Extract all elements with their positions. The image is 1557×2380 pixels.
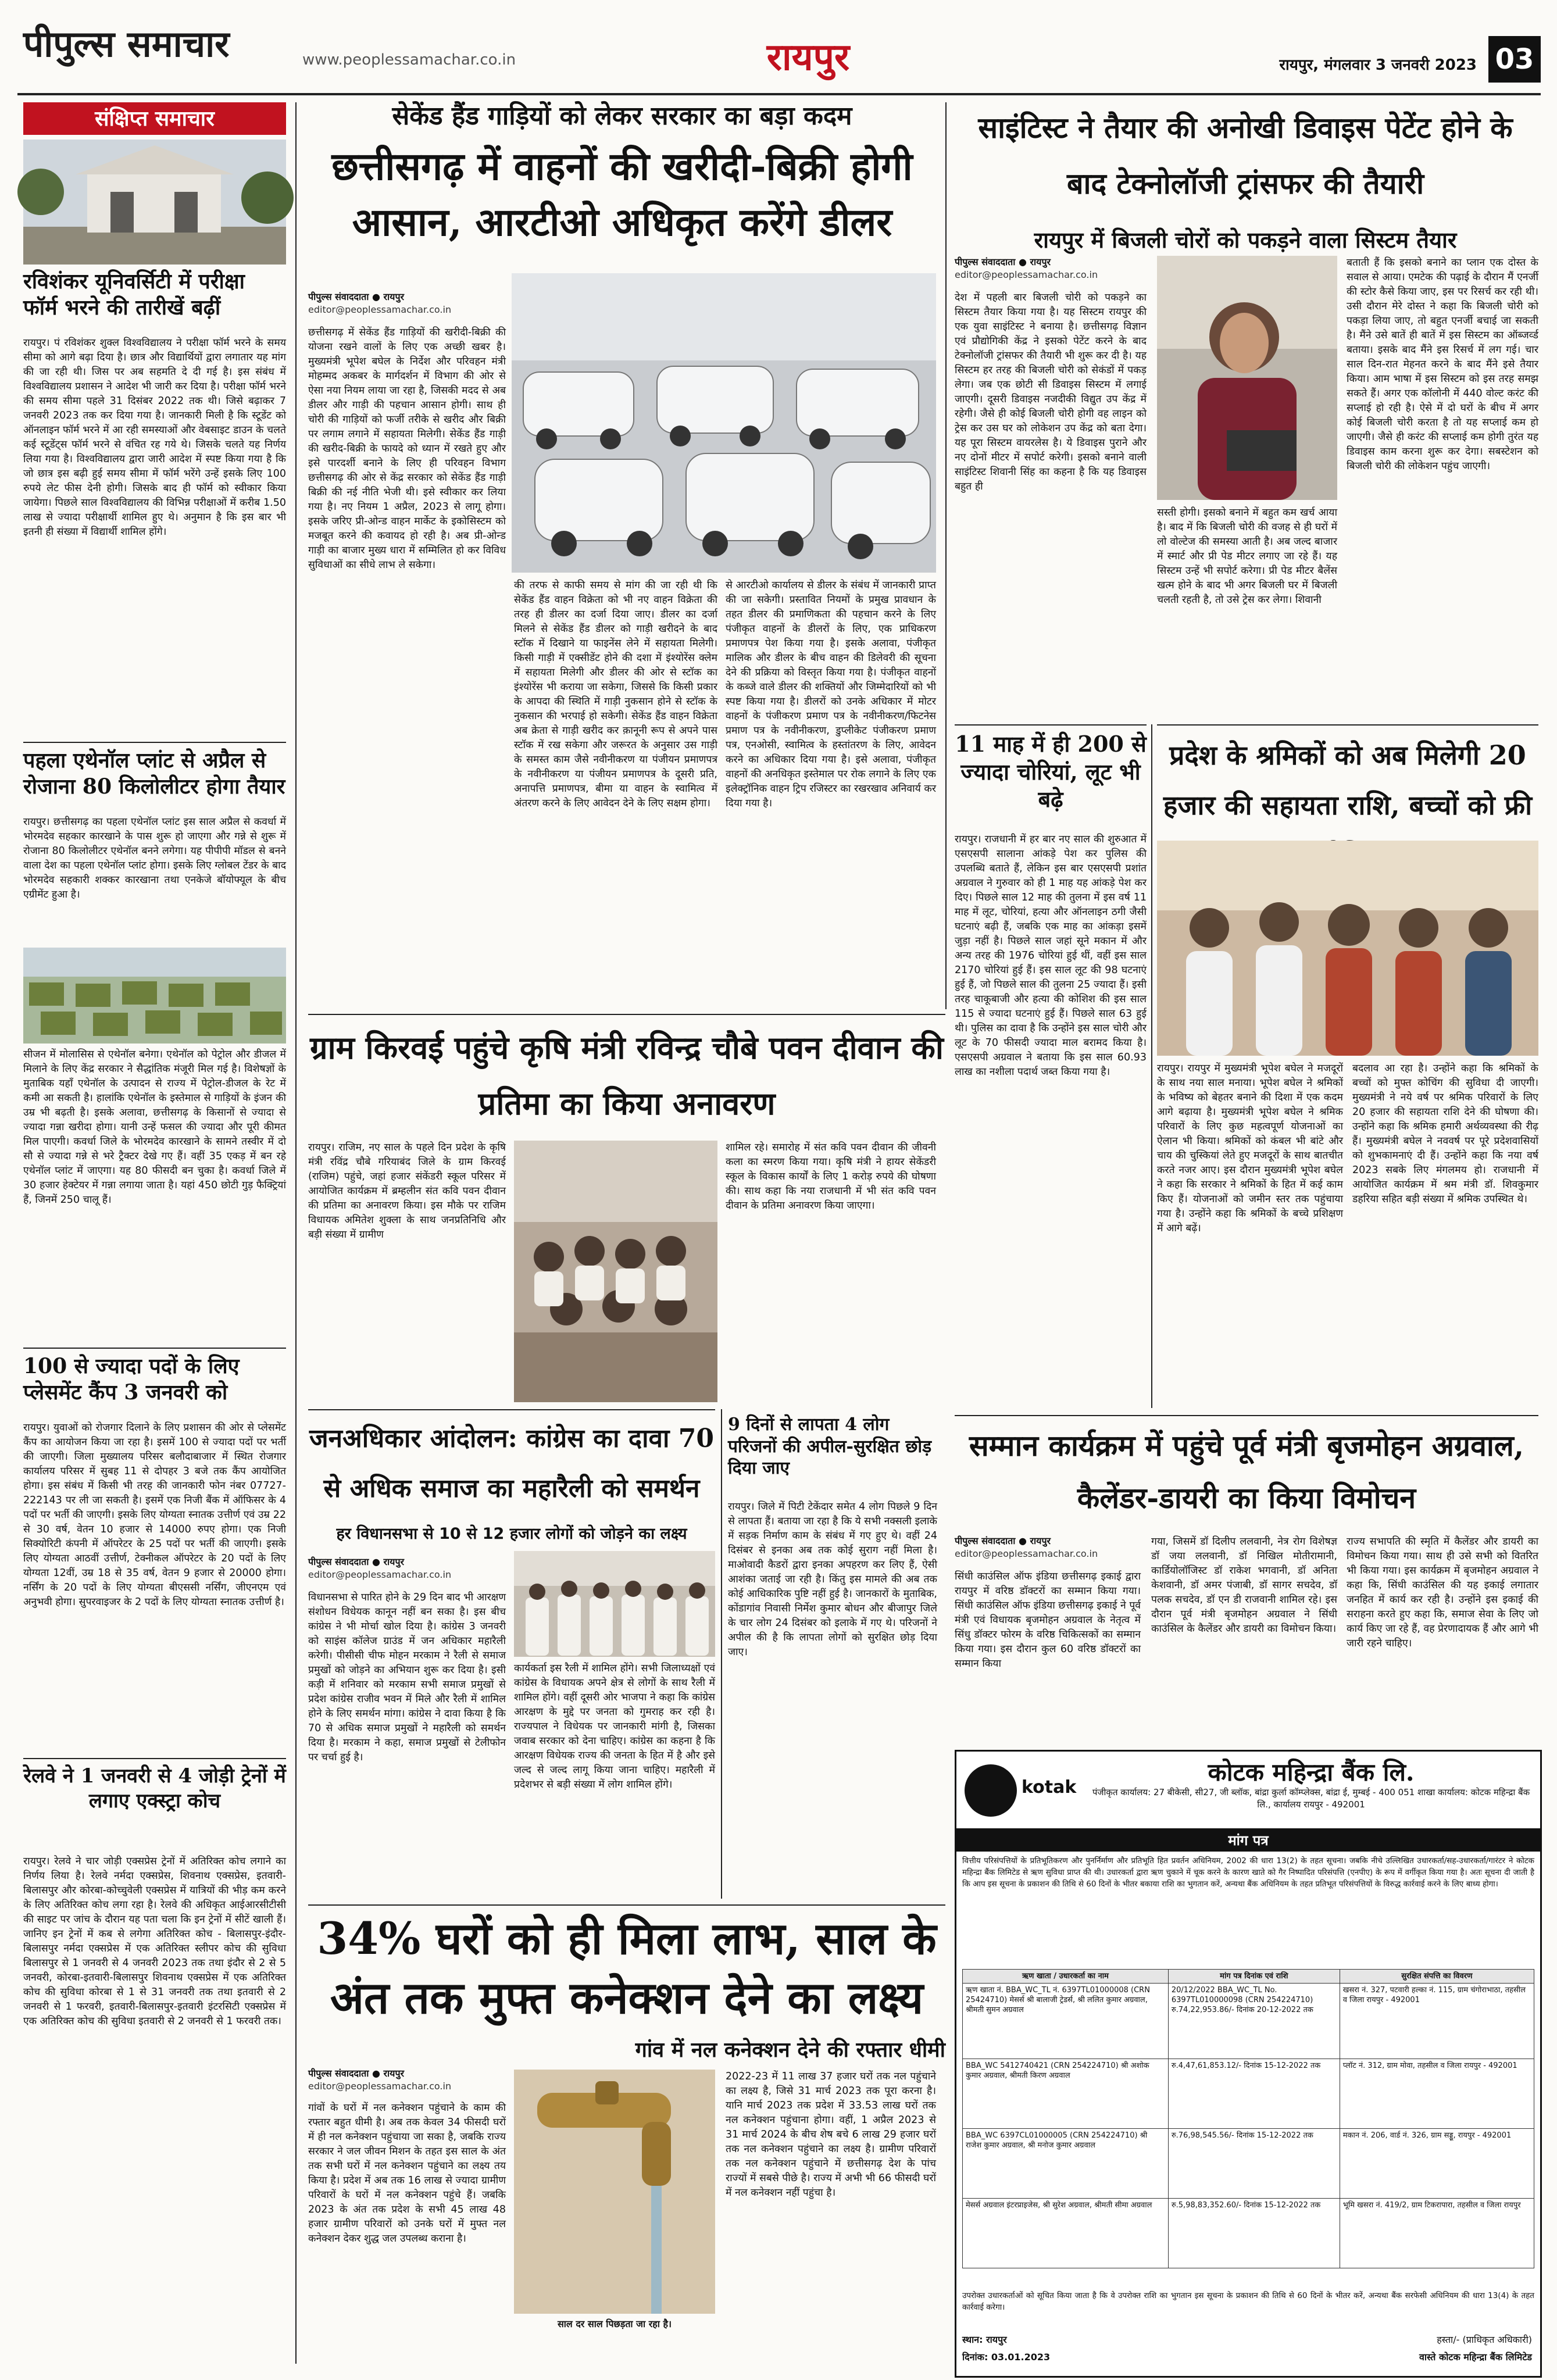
ad-header-cell: ऋण खाता / उधारकर्ता का नाम (963, 1970, 1169, 1984)
janadhikar-divider (721, 1409, 722, 1899)
janadhikar-rule (308, 1409, 715, 1410)
janadhikar-byline (308, 1556, 506, 1586)
left-rule-3 (23, 1758, 286, 1759)
missing-title: 9 दिनों से लापता 4 लोग परिजनों की अपील-सुरक्षित छोड़ दिया जाए (728, 1414, 932, 1478)
minister-rule (308, 1014, 945, 1015)
theft-body: रायपुर। राजधानी में हर बार नए साल की शुरुआत में एसएसपी सालाना आंकड़े पेश कर पुलिस की उपलब्धि बताते हैं, लेकिन इस बार एसएसपी प्रशांत अग्रवाल ने गुरुवार को ही 1 माह यह आंकड़े पेश कर दिए। पिछले साल 12 माह की तुलना में इस वर्ष 11 माह में लूट, चोरियां, हत्या और ऑनलाइन ठगी जैसी घटनाएं बढ़ी हैं, जबकि एक माह का आंकड़ा इसमें जुड़ा नहीं है। पिछले साल जहां सूने मकान में और अन्य तरह की 1976 चोरियां हुई थीं, वहीं इस साल 2170 चोरियां हुई हैं। इस साल लूट की 98 घटनाएं हुई हैं, जो पिछले साल की तुलना 25 ज्यादा हैं। इसी तरह चाकूबाजी और हत्या की कोशिश की इस साल 115 से ज्यादा घटनाएं हुई हैं। पिछले साल 63 हुई थी। पुलिस का दावा है कि उन्होंने इस साल चोरी और लूट के 70 फीसदी ज्यादा माल बरामद किया है। एसएसपी अग्रवाल ने बताया कि इस साल 60.93 लाख का नशीला पदार्थ जब्त किया गया है। (955, 834, 1147, 1078)
second-hand-email[interactable]: editor@peoplessamachar.co.in (308, 304, 452, 315)
second-hand-kicker: सेकेंड हैंड गाड़ियों को लेकर सरकार का बड़ा कदम (392, 101, 852, 131)
scientist-photo (1157, 256, 1337, 500)
masthead-dateline: रायपुर, मंगलवार 3 जनवरी 2023 (1279, 56, 1477, 74)
s4-body: रायपुर। रेलवे ने चार जोड़ी एक्सप्रेस ट्रेनों में अतिरिक्त कोच लगाने का निर्णय लिया है। रेलवे नर्मदा एक्सप्रेस, शिवनाथ एक्सप्रेस, इतवारी-बिलासपुर और कोरबा-कोच्चुवेली एक्सप्रेस में यात्रियों की भीड़ कम करने के लिए अतिरिक्त कोच लगा रहा है। रेलवे की अधिकृत आईआरसीटीसी की साइट पर जांच के दौरान यह पता चला कि इन ट्रेनों में सीटें खाली हैं। जानिए इन ट्रेनों में कब से लगेगा अतिरिक्त कोच - बिलासपुर-इंदौर-बिलासपुर नर्मदा एक्सप्रेस में एक अतिरिक्त स्लीपर कोच की सुविधा बिलासपुर से 1 जनवरी से 4 जनवरी 2023 तक तथा इंदौर से 2 से 5 जनवरी, कोरबा-इतवारी-बिलासपुर शिवनाथ एक्सप्रेस में एक अतिरिक्त कोच की सुविधा कोरबा से 1 से 31 जनवरी तक तथा इतवारी से 2 जनवरी से 1 फरवरी, इतवारी-बिलासपुर-इतवारी इंटरसिटी एक्सप्रेस में एक अतिरिक्त कोच की सुविधा इतवारी से 2 जनवरी से 1 फरवरी तक। (23, 1856, 286, 2027)
tap-photo (514, 2070, 715, 2314)
scientist-title: साइंटिस्ट ने तैयार की अनोखी डिवाइस पेटेंट होने के बाद टेक्नोलॉजी ट्रांसफर की तैयारी (978, 110, 1513, 201)
s2-body-1: रायपुर। छत्तीसगढ़ का पहला एथेनॉल प्लांट इस साल अप्रैल से कवर्धा में भोरमदेव सहकार कारखाने के पास शुरू हो जाएगा और गन्ने से शुरू में रोजाना 80 किलोलीटर एथेनॉल बनने लगेगा। यह पीपीपी मॉडल से बनने वाला देश का पहला एथेनॉल प्लांट होगा। इसके लिए ग्लोबल टेंडर के बाद भोरमदेव सहकारी शक्कर कारखाना तथा एनकेजे बॉयोफ्यूल के बीच एग्रीमेंट हुआ है। (23, 816, 286, 900)
janadhikar-col-2: कार्यकर्ता इस रैली में शामिल होंगे। सभी जिलाध्यक्षों एवं कांग्रेस के विधायक अपने क्षेत्र से लोगों के साथ रैली में शामिल होंगे। वहीं दूसरी ओर भाजपा ने कहा कि कांग्रेस आरक्षण के मुद्दे पर जनता को गुमराह कर रही है। राज्यपाल ने विधेयक पर जानकारी मांगी है, जिसका जवाब सरकार को देना चाहिए। कांग्रेस का कहना है कि आरक्षण विधेयक राज्य की जनता के हित में है और इसे जल्द से जल्द लागू किया जाना चाहिए। महारैली में प्रदेशभर से बड़ी संख्या में लोग शामिल होंगे। (514, 1663, 715, 1791)
scientist-col-3: बताती हैं कि इसको बनाने का प्लान एक दोस्त के सवाल से आया। एमटेक की पढ़ाई के दौरान मैं एनर्जी की स्टोर कैसे किया जाए, इस पर रिसर्च कर रही थी। उसी दौरान मेरे दोस्त ने कहा कि बिजली चोरी को पकड़ा लिया जाए, तो बहुत एनर्जी बचाई जा सकती है। मैंने उसे बातें ही बातें में इस सिस्टम का ऑब्जर्व्ड बताया। इसके बाद मैंने इस रिसर्च में लग गई। चार साल दिन-रात मेहनत करने के बाद मैंने इसे तैयार किया। आम भाषा में इस सिस्टम को इस तरह समझ सकते हैं। अगर एक कॉलोनी में 440 वोल्ट करंट की सप्लाई हो रही है। ऐसे में दो घरों के बीच में अगर कोई बिजली चोरी करता है तो यह सप्लाई कम हो जाएगी। जैसे ही करंट की सप्लाई कम होगी तुरंत यह डिवाइस काम करना शुरू कर देगा। सबस्टेशन को बिजली चोरी की लोकेशन पहुंच जाएगी। (1347, 257, 1538, 472)
tap-photo-caption: साल दर साल पिछड़ता जा रहा है। (557, 2318, 672, 2329)
page-number: 03 (1488, 36, 1541, 83)
minister-title: ग्राम किरवई पहुंचे कृषि मंत्री रविन्द्र चौबे पवन दीवान की प्रतिमा का किया अनावरण (310, 1029, 944, 1122)
s1-body: रायपुर। पं रविशंकर शुक्ल विश्वविद्यालय ने परीक्षा फॉर्म भरने के समय सीमा को आगे बढ़ा दिया है। छात्र और विद्यार्थियों द्वारा लगातार यह मांग की जा रही थी। जिस पर अब सहमति दे दी गई है। इस संबंध में विश्वविद्यालय प्रशासन ने आदेश भी जारी कर दिया है। परीक्षा फॉर्म भरने की समय सीमा पहले 31 दिसंबर 2022 तक थी। जिसे बढ़ाकर 7 जनवरी 2023 तक कर दिया गया है। जानकारी मिली है कि स्टूडेंट को ऑनलाइन फॉर्म भरने में आ रही समस्याओं और वेबसाइट डाउन के चलते कई स्टूडेंट्स फॉर्म भरने से वंचित रह गये थे। जिसके चलते यह निर्णय लिया गया है। विश्वविद्यालय द्वारा जारी आदेश में स्पष्ट किया गया है कि जो छात्र इस बढ़ी हुई समय सीमा में फॉर्म भरेंगे उन्हें इसके लिए 100 रुपये लेट फीस देनी होगी। जिसके बाद ही फॉर्म को स्वीकार किया जायेगा। पिछले साल विश्वविद्यालय की विभिन्न परीक्षाओं में करीब 1.50 लाख से ज्यादा परीक्षार्थी शामिल हुए थे। अनुमान है कि इस बार भी इतनी ही संख्या में विद्यार्थी शामिल होंगे। (23, 337, 286, 538)
ad-bank-name: कोटक महिन्द्रा बैंक लि. (1208, 1758, 1415, 1786)
ad-date: दिनांक: 03.01.2023 (962, 2352, 1051, 2363)
water-byline (308, 2067, 506, 2097)
ad-header-cell: मांग पत्र दिनांक एवं राशि (1168, 1970, 1340, 1984)
ad-cell-property: मकान नं. 206, वार्ड नं. 326, ग्राम सड्डू, रायपुर - 492001 (1340, 2129, 1534, 2199)
masthead-rule (17, 93, 1541, 95)
samman-email[interactable]: editor@peoplessamachar.co.in (955, 1548, 1098, 1559)
minister-col-2: शामिल रहे। समारोह में संत कवि पवन दीवान की जीवनी कला का स्मरण किया गया। कृषि मंत्री ने हायर सेकेंडरी स्कूल के विकास कार्यों के लिए 1 करोड़ रुपये की घोषणा की। साथ कहा कि नया राजधानी में भी संत कवि पवन दीवान के प्रतिमा अनावरण किया जाएगा। (726, 1142, 936, 1212)
kotak-brand: kotak (1022, 1777, 1077, 1797)
s2-title: पहला एथेनॉल प्लांट से अप्रैल से रोजाना 80 किलोलीटर होगा तैयार (23, 748, 285, 799)
ad-table (962, 1969, 1534, 2268)
ad-sign-role: हस्ता/- (प्राधिकृत अधिकारी) (1437, 2334, 1532, 2345)
ad-header (956, 1752, 1540, 1829)
ad-header-cell: सुरक्षित संपत्ति का विवरण (1340, 1970, 1534, 1984)
workers-rule (1157, 724, 1538, 726)
table-row (963, 2199, 1534, 2268)
workers-title: प्रदेश के श्रमिकों को अब मिलेगी 20 हजार की सहायता राशि, बच्चों को फ्री (1163, 739, 1533, 821)
samman-col-3: राज्य सभापति की स्मृति में कैलेंडर और डायरी का विमोचन किया गया। साथ ही उसे सभी को वितरित भी किया गया। इस कार्यक्रम में बृजमोहन अग्रवाल ने कहा कि, सिंधी काउंसिल की यह इकाई लगातार जनहित में कार्य कर रही है। उन्होंने इस इकाई की सराहना करते हुए कहा कि, समाज सेवा के लिए जो कार्य किए जा रहे हैं, वह प्रेरणादायक हैं और आगे भी जारी रहने चाहिए। (1347, 1536, 1538, 1649)
water-title: 34% घरों को ही मिला लाभ, साल के अंत तक मुफ्त कनेक्शन देने का लक्ष्य (317, 1913, 937, 2024)
sugarcane-photo (23, 948, 286, 1044)
ad-intro: वित्तीय परिसंपत्तियों के प्रतिभूतिकरण और पुनर्निर्माण और प्रतिभूति हित प्रवर्तन अधिनियम, 2002 की धारा 13(2) के तहत सूचना। जबकि नीचे उल्लिखित उधारकर्ता/सह-उधारकर्ता/गारंटर ने कोटक महिन्द्रा बैंक लिमिटेड से ऋण सुविधा प्राप्त की थी। उधारकर्ता द्वारा ऋण चुकाने में चूक करने के कारण खाते को गैर निष्पादित परिसंपत्ति (एनपीए) के रूप में वर्गीकृत किया गया है। अतः सूचना दी जाती है कि आप इस सूचना के प्रकाशन की तिथि से 60 दिनों के भीतर बकाया राशि का भुगतान करें, अन्यथा बैंक अधिनियम के तहत प्रतिभूत परिसंपत्तियों के विरुद्ध कार्रवाई करने के लिए बाध्य होगा। (962, 1856, 1534, 1889)
water-subtitle: गांव में नल कनेक्शन देने की रफ्तार धीमी (635, 2038, 945, 2062)
table-row (963, 1984, 1534, 2059)
scientist-email[interactable]: editor@peoplessamachar.co.in (955, 269, 1098, 280)
minister-photo (514, 1141, 717, 1402)
janadhikar-byline-text: पीपुल्स संवाददाता ● रायपुर (308, 1556, 405, 1567)
section-label: संक्षिप्त समाचार (23, 102, 286, 135)
ad-cell-borrower: BBA_WC 6397CL01000005 (CRN 254224710) श्री राजेश कुमार अग्रवाल, श्री मनोज कुमार अग्रवाल (963, 2129, 1169, 2199)
second-hand-byline (308, 291, 506, 321)
water-byline-text: पीपुल्स संवाददाता ● रायपुर (308, 2068, 405, 2079)
ad-cell-demand: 20/12/2022 BBA_WC_TL No. 6397TL010000098 (CRN 254224710) रु.74,22,953.86/- दिनांक 20-12-2022 तक (1168, 1984, 1340, 2059)
missing-body: रायपुर। जिले में पिटी टेकेंदार समेत 4 लोग पिछले 9 दिन से लापता हैं। बताया जा रहा है कि ये सभी नक्सली इलाके में सड़क निर्माण काम के संबंध में गए हुए थे। वहीं 24 दिसंबर से इनका अब तक कोई सुराग नहीं मिला है। माओवादी कैडरों द्वारा इनका अपहरण कर लिए हैं, ऐसी आशंका जताई जा रही है। किंतु इस मामले की अब तक कोई आधिकारिक पुष्टि नहीं हुई है। जानकारों के मुताबिक, कोंडागांव निवासी निर्मेश कुमार बोधन और बीजापुर जिले के चार लोग 24 दिसंबर को इलाके में गए थे। परिजनों ने अपील की है कि लापता लोगों को सुरक्षित छोड़ दिया जाए। (728, 1501, 937, 1658)
ad-cell-property: भूमि खसरा नं. 419/2, ग्राम टिकरापारा, तहसील व जिला रायपुर (1340, 2199, 1534, 2268)
second-hand-col-1: छत्तीसगढ़ में सेकेंड हैंड गाड़ियों की खरीदी-बिक्री की योजना रखने वालों के लिए एक अच्छी खबर है। मुख्यमंत्री भूपेश बघेल के निर्देश और परिवहन मंत्री मोहम्मद अकबर के मार्गदर्शन में विभाग की ओर से ऐसा नया नियम लाया जा रहा है, जिसकी मदद से अब डीलर और गाड़ी की पहचान आसान होगी। साथ ही चोरी की गाड़ियों को फर्जी तरीके से खरीद और बिक्री पर लगाम लगाने में सहायता मिलेगी। सेकेंड हैंड गाड़ी की खरीद-बिक्री के फायदे को ध्यान में रखते हुए और इसे पारदर्शी बनाने के लिए ही परिवहन विभाग छत्तीसगढ़ की ओर से केंद्र सरकार को सेकेंड हैंड गाड़ी बिक्री की नई नीति भेजी थी। इसे स्वीकार कर लिया गया है। नए नियम 1 अप्रैल, 2023 से लागू होगा। इसके जरिए प्री-ओन्ड वाहन मार्केट के इकोसिस्टम को मजबूत करने की कवायद हो रही है। अब प्री-ओन्ड गाड़ी का बाजार मुख्य धारा में सम्मिलित हो कर विविध सुविधाओं का सीधे लाभ ले सकेगा। (308, 327, 506, 571)
theft-divider (1151, 724, 1152, 1408)
samman-col-2: गया, जिसमें डॉ दिलीप ललवानी, नेत्र रोग विशेषज्ञ डॉ जया ललवानी, डॉ निखिल मोतीरामानी, कार्डियोलॉजिस्ट डॉ राकेश भगवानी, डॉ अनिता केशवानी, डॉ अमर पंजाबी, डॉ सागर सचदेव, डॉ पलक सचदेव, डॉ एन डी राजवानी शामिल रहे। इस दौरान पूर्व मंत्री बृजमोहन अग्रवाल ने सिंधी काउंसिल के कैलेंडर और डायरी का विमोचन किया। (1151, 1536, 1337, 1635)
janadhikar-photo (514, 1551, 715, 1657)
scientist-col-1: देश में पहली बार बिजली चोरी को पकड़ने का सिस्टम तैयार किया गया है। यह सिस्टम रायपुर की एक युवा साइंटिस्ट ने बनाया है। छत्तीसगढ़ विज्ञान एवं प्रौद्योगिकी केंद्र ने इसको पेटेंट करने के बाद टेक्नोलॉजी ट्रांसफर की तैयारी भी शुरू कर दी है। यह सिस्टम हर तरह की बिजली चोरी को सेकंडों में पकड़ लेगा। जब एक छोटी सी डिवाइस सिस्टम में लगाई जाएगी। दूसरी डिवाइस नजदीकी विद्युत उप केंद्र में रहेगी। जैसे ही कोई बिजली चोरी होगी वह लाइन को ट्रेस कर उस घर को लोकेशन उप केंद्र को बता देगा। यह पूरा सिस्टम वायरलेस है। ये डिवाइस पुराने और नए दोनों मीटर में सपोर्ट करेगी। इसको बनाने वाली साइंटिस्ट शिवानी सिंह का कहना है कि यह डिवाइस बहुत ही (955, 292, 1147, 492)
left-column-divider (295, 102, 297, 2364)
cars-photo (512, 273, 936, 573)
center-right-divider (945, 102, 947, 1009)
ad-cell-demand: रु.76,98,545.56/- दिनांक 15-12-2022 तक (1168, 2129, 1340, 2199)
ad-section-title: मांग पत्र (956, 1829, 1540, 1852)
theft-rule (955, 724, 1147, 726)
scientist-byline (955, 256, 1147, 286)
water-col-2: 2022-23 में 11 लाख 37 हजार घरों तक नल पहुंचाने का लक्ष्य है, जिसे 31 मार्च 2023 तक पूरा करना है। यानि मार्च 2023 तक प्रदेश में 33.53 लाख घरों तक नल कनेक्शन पहुंचाना होगा। वहीं, 1 अप्रैल 2023 से 31 मार्च 2024 के बीच शेष बचे 6 लाख 29 हजार घरों तक नल कनेक्शन पहुंचाने का लक्ष्य है। ग्रामीण परिवारों तक नल कनेक्शन पहुंचाने में छत्तीसगढ़ देश के पांच राज्यों में सबसे पीछे है। राज्य में अभी भी 66 फीसदी घरों में नल कनेक्शन नहीं पहुंचा है। (726, 2071, 936, 2199)
second-hand-col-3: से आरटीओ कार्यालय से डीलर के संबंध में जानकारी प्राप्त की जा सकेगी। प्रस्तावित नियमों के प्रमुख प्रावधान के तहत डीलर की प्रमाणिकता की पहचान करने के लिए पंजीकृत वाहनों के डीलरों के लिए, एक प्राधिकरण प्रमाणपत्र पेश किया गया है। इसके अलावा, पंजीकृत मालिक और डीलर के बीच वाहन की डिलेवरी की सूचना देने की प्रक्रिया को विस्तृत किया गया है। पंजीकृत वाहनों के कब्जे वाले डीलर की शक्तियों और जिम्मेदारियों को भी स्पष्ट किया गया है। डीलरों को उनके अधिकार में मोटर वाहनों के पंजीकरण प्रमाण पत्र के नवीनीकरण/फिटनेस प्रमाण पत्र के नवीनीकरण, डुप्लीकेट पंजीकरण प्रमाण पत्र, एनओसी, स्वामित्व के हस्तांतरण के लिए, आवेदन करने का अधिकार दिया गया है। इसे अलावा, पंजीकृत वाहनों की अनधिकृत इस्तेमाल पर रोक लगाने के लिए एक इलेक्ट्रॉनिक वाहन ट्रिप रजिस्टर का रखरखाव अनिवार्य कर दिया गया है। (726, 580, 936, 809)
ad-cell-borrower: BBA_WC 5412740421 (CRN 254224710) श्री अशोक कुमार अग्रवाल, श्रीमती किरण अग्रवाल (963, 2059, 1169, 2129)
left-rule-1 (23, 742, 286, 743)
samman-byline-text: पीपुल्स संवाददाता ● रायपुर (955, 1535, 1051, 1546)
left-rule-2 (23, 1348, 286, 1349)
masthead-website[interactable]: www.peoplessamachar.co.in (302, 51, 516, 69)
minister-col-1: रायपुर। राजिम, नए साल के पहले दिन प्रदेश के कृषि मंत्री रविंद्र चौबे गरियाबंद जिले के ग्राम किरवई (राजिम) पहुंचे, जहां हजार संकेंडरी स्कूल परिसर में आयोजित कार्यक्रम में ब्रम्हलीन संत कवि पवन दीवान की प्रतिमा का अनावरण किया। इस मौके पर राजिम विधायक अमितेश शुक्ला के साथ जनप्रतिनिधि और बड़ी संख्या में ग्रामीण (308, 1142, 506, 1241)
janadhikar-email[interactable]: editor@peoplessamachar.co.in (308, 1569, 452, 1580)
table-row (963, 2059, 1534, 2129)
masthead (0, 0, 1557, 99)
scientist-byline-text: पीपुल्स संवाददाता ● रायपुर (955, 256, 1051, 267)
second-hand-title: छत्तीसगढ़ में वाहनों की खरीदी-बिक्री होगी आसान, आरटीओ अधिकृत करेंगे डीलर (331, 144, 913, 245)
s2-body-2: सीजन में मोलासिस से एथेनॉल बनेगा। एथेनॉल को पेट्रोल और डीजल में मिलाने के लिए केंद्र सरकार ने सैद्धांतिक मंजूरी मिल गई है। विशेषज्ञों के मुताबिक यहाँ एथेनॉल के उत्पादन से राज्य में पेट्रोल-डीजल के रेट में कमी आ सकती है। हालांकि एथेनॉल के इस्तेमाल से गाड़ियों के इंजन की उम्र भी बढ़ती है। इसके अलावा, छत्तीसगढ़ के किसानों से ज्यादा से ज्यादा गन्ना खरीदा होगा। यानी उन्हें फसल की ज्यादा और पूरी कीमत मिल पाएगी। कवर्धा जिले के भोरमदेव कारखाने के सामने तस्वीर में दो सौ से ज्यादा गन्ने से भरे ट्रैक्टर देखे गए हैं। वहीं 35 एकड़ में बन रहे एथेनॉल प्लांट में जाएगा। यह 80 फीसदी बन चुका है। कवर्धा जिले में 30 हजार हेक्टेयर में गन्ना लगाया जाता है। यहां 450 छोटी गुड़ फैक्ट्रियां हैं, जिनमें 250 चालू हैं। (23, 1049, 286, 1206)
ad-table-header (963, 1970, 1534, 1984)
scientist-subtitle: रायपुर में बिजली चोरों को पकड़ने वाला सिस्टम तैयार (1034, 227, 1457, 253)
workers-photo (1157, 841, 1538, 1056)
s3-body: रायपुर। युवाओं को रोजगार दिलाने के लिए प्रशासन की ओर से प्लेसमेंट कैंप का आयोजन किया जा रहा है। इसमें 100 से ज्यादा पदों पर भर्ती की जाएगी। जिला मुख्यालय परिसर बलौदाबाजार में स्थित रोजगार कार्यालय परिसर में सुबह 11 से दोपहर 3 बजे तक कैंप आयोजित होगा। इस संबंध में किसी भी तरह की जानकारी फोन नंबर 07727-222143 पर ली जा सकती है। इसमें एक निजी बैंक में ऑफिसर के 4 पदों पर भर्ती की जाएगी। इसके लिए योग्यता स्नातक उत्तीर्ण एवं उम्र 22 से 30 वर्ष, वेतन 10 हजार से 14000 रुपए होगा। एक निजी सिक्योरिटी कंपनी में ऑपरेटर के 25 पदों पर भर्ती की जाएगी। इसके लिए योग्यता आठवीं उत्तीर्ण, टेक्नीकल ऑपरेटर के 20 पदों के लिए योग्यता 12वीं, उम्र 18 से 35 वर्ष, वेतन 9 हजार से 20000 होगा। नर्सिंग के 20 पदों के लिए योग्यता बीएससी नर्सिंग, जीएनएम एवं अनुभवी होगा। सुपरवाइजर के 2 पदों के लिए योग्यता स्नातक उत्तीर्ण है। (23, 1422, 286, 1608)
s1-title: रविशंकर यूनिवर्सिटी में परीक्षा फॉर्म भरने की तारीखें बढ़ीं (23, 269, 245, 320)
janadhikar-subtitle: हर विधानसभा से 10 से 12 हजार लोगों को जोड़ने का लक्ष्य (336, 1525, 687, 1543)
samman-byline (955, 1535, 1141, 1565)
samman-rule (955, 1415, 1538, 1416)
water-email[interactable]: editor@peoplessamachar.co.in (308, 2081, 452, 2092)
ad-place: स्थान: रायपुर (962, 2334, 1007, 2345)
ad-cell-borrower: ऋण खाता नं. BBA_WC_TL नं. 6397TL01000008 (CRN 25424710) मेसर्स श्री बालाजी ट्रेडर्स, श्री ललित कुमार अग्रवाल, श्रीमती सुमन अग्रवाल (963, 1984, 1169, 2059)
janadhikar-title: जनअधिकार आंदोलन: कांग्रेस का दावा 70 से अधिक समाज का महारैली को समर्थन (309, 1424, 714, 1503)
ad-cell-demand: रु.5,98,83,352.60/- दिनांक 15-12-2022 तक (1168, 2199, 1340, 2268)
water-col-1: गांवों के घरों में नल कनेक्शन पहुंचाने के काम की रफ्तार बहुत धीमी है। अब तक केवल 34 फीसदी घरों में ही नल कनेक्शन पहुंचाया जा सका है, जबकि राज्य सरकार ने जल जीवन मिशन के तहत इस साल के अंत तक सभी घरों में नल कनेक्शन पहुंचाने का लक्ष्य तय किया है। प्रदेश में अब तक 16 लाख से ज्यादा ग्रामीण परिवारों के घरों में नल कनेक्शन पहुंचे हैं। जबकि 2023 के अंत तक प्रदेश के सभी 45 लाख 48 हजार ग्रामीण परिवारों को उनके घरों में मुफ्त नल कनेक्शन देकर शुद्ध जल उपलब्ध कराना है। (308, 2102, 506, 2245)
samman-title: सम्मान कार्यक्रम में पहुंचे पूर्व मंत्री बृजमोहन अग्रवाल, कैलेंडर-डायरी का किया विमोचन (969, 1428, 1524, 1515)
masthead-city: रायपुर (766, 35, 850, 79)
masthead-logo (23, 10, 349, 86)
table-row (963, 2129, 1534, 2199)
janadhikar-col-1: विधानसभा से पारित होने के 29 दिन बाद भी आरक्षण संशोधन विधेयक कानून नहीं बन सका है। इस बीच कांग्रेस ने भी मोर्चा खोल दिया है। कांग्रेस 3 जनवरी को साइंस कॉलेज ग्राउंड में जन अधिकार महारैली करेगी। पीसीसी चीफ मोहन मरकाम ने रैली से समाज प्रमुखों को जोड़ने का अभियान शुरू कर दिया है। इसी कड़ी में शनिवार को मरकाम सभी समाज प्रमुखों से प्रदेश कांग्रेस राजीव भवन में मिले और रैली में शामिल होने के लिए समर्थन मांगा। कांग्रेस ने दावा किया है कि 70 से अधिक समाज प्रमुखों ने महारैली को समर्थन दिया है। मरकाम ने कहा, समाज प्रमुखों से टेलीफोन पर चर्चा हुई है। (308, 1592, 506, 1763)
ad-footer: उपरोक्त उधारकर्ताओं को सूचित किया जाता है कि वे उपरोक्त राशि का भुगतान इस सूचना के प्रकाशन की तिथि से 60 दिनों के भीतर करें, अन्यथा बैंक सरफेसी अधिनियम की धारा 13(4) के तहत कार्रवाई करेगा। (962, 2291, 1534, 2312)
university-photo (23, 140, 286, 265)
second-hand-byline-text: पीपुल्स संवाददाता ● रायपुर (308, 291, 405, 302)
ad-cell-demand: रु.4,47,61,853.12/- दिनांक 15-12-2022 तक (1168, 2059, 1340, 2129)
ad-sign-org: वास्ते कोटक महिन्द्रा बैंक लिमिटेड (1419, 2352, 1532, 2363)
s4-title: रेलवे ने 1 जनवरी से 4 जोड़ी ट्रेनों में लगाए एक्स्ट्रा कोच (23, 1764, 286, 1813)
workers-col-2: बदलाव आ रहा है। उन्होंने कहा कि श्रमिकों के बच्चों को मुफ्त कोचिंग की सुविधा दी जाएगी। मुख्यमंत्री ने नये वर्ष पर श्रमिक परिवारों के लिए 20 हजार की सहायता राशि देने की घोषणा की। उन्होंने कहा कि श्रमिक हमारी अर्थव्यवस्था की रीढ़ हैं। मुख्यमंत्री बघेल ने नववर्ष पर पूरे प्रदेशवासियों को शुभकामनाएं दी हैं। उन्होंने कहा कि नया वर्ष 2023 सबके लिए मंगलमय हो। राजधानी में आयोजित कार्यक्रम में श्रम मंत्री डॉ. शिवकुमार डहरिया सहित बड़ी संख्या में श्रमिक उपस्थित थे। (1352, 1063, 1538, 1205)
ad-cell-property: प्लॉट नं. 312, ग्राम मोवा, तहसील व जिला रायपुर - 492001 (1340, 2059, 1534, 2129)
ad-address: पंजीकृत कार्यालय: 27 बीकेसी, सी27, जी ब्लॉक, बांद्रा कुर्ला कॉम्प्लेक्स, बांद्रा ई, मुम्बई - 400 051 शाखा कार्यालय: कोटक महिन्द्रा बैंक लि., कार्यालय रायपुर - 492001 (1092, 1787, 1530, 1810)
second-hand-col-2: की तरफ से काफी समय से मांग की जा रही थी कि सेकेंड हैंड वाहन विक्रेता को भी नए वाहन विक्रेता की तरह ही डीलर का दर्जा दिया जाए। डीलर का दर्जा मिलने से सेकेंड हैंड डीलर को गाड़ी खरीदने के बाद स्टॉक में दिखाने या फाइनेंस लेने में सहायता मिलेगी। किसी गाड़ी में एक्सीडेंट होने की दशा में इंश्योरेंस क्लेम में सहायता मिलेगी और डीलर की ओर से स्टॉक का इंश्योरेंस भी कराया जा सकेगा, जिससे कि किसी प्रकार के आपदा की स्थिति में गाड़ी नुकसान होने से स्टॉक के नुकसान की भरपाई हो सकेगी। सेकेंड हैंड वाहन विक्रेता अब क्रेता से गाड़ी खरीद कर क़ानूनी रूप से अपने पास स्टॉक में रख सकेगा और जरूरत के अनुसार उस गाड़ी के समस्त काम जैसे नवीनीकरण या पंजीयन प्रमाणपत्र के नवीनीकरण या पंजीयन प्रमाणपत्र के दूसरी प्रति, अनापत्ति प्रमाणपत्र, बीमा या वाहन के स्वामित्व में अंतरण करने के लिए आवेदन देने के लिए सक्षम होगा। (514, 580, 717, 809)
ad-cell-borrower: मेसर्स अग्रवाल इंटरप्राइजेस, श्री सुरेश अग्रवाल, श्रीमती सीमा अग्रवाल (963, 2199, 1169, 2268)
s3-title: 100 से ज्यादा पदों के लिए प्लेसमेंट कैंप 3 जनवरी को (23, 1354, 240, 1405)
ad-cell-property: खसरा नं. 327, पटवारी हल्का नं. 115, ग्राम चंगोराभाठा, तहसील व जिला रायपुर - 492001 (1340, 1984, 1534, 2059)
workers-col-1: रायपुर। रायपुर में मुख्यमंत्री भूपेश बघेल ने मजदूरों के साथ नया साल मनाया। भूपेश बघेल ने श्रमिकों के भविष्य को बेहतर बनाने की दिशा में एक कदम आगे बढ़ाया है। मुख्यमंत्री भूपेश बघेल ने श्रमिक परिवारों के लिए कुछ महत्वपूर्ण योजनाओं का ऐलान भी किया। श्रमिकों को कंबल भी बांटे और चाय की चुस्कियां लेते हुए मजदूरों के साथ बातचीत करते नजर आए। इस दौरान मुख्यमंत्री भूपेश बघेल ने कहा कि सरकार ने श्रमिकों के हित में कई काम किए हैं। योजनाओं को जमीन स्तर तक पहुंचाया गया है। उन्होंने कहा कि श्रमिकों के बच्चे प्रशिक्षण में आगे बढ़ें। (1157, 1063, 1343, 1234)
scientist-col-2: सस्ती होगी। इसको बनाने में बहुत कम खर्च आया है। बाद में कि बिजली चोरी की वजह से ही घरों में लो वोल्टेज की समस्या आती है। अब जल्द बाजार में स्मार्ट और प्री पेड मीटर लगाए जा रहे हैं। यह सिस्टम उन्हें भी सपोर्ट करेगा। प्री पेड मीटर बैलेंस खत्म होने के बाद भी अगर बिजली घर में बिजली चलती रहती है, तो उसे ट्रेस कर लेगा। शिवानी (1157, 507, 1337, 606)
samman-col-1: सिंधी काउंसिल ऑफ इंडिया छत्तीसगढ़ इकाई द्वारा रायपुर में वरिष्ठ डॉक्टरों का सम्मान किया गया। सिंधी काउंसिल ऑफ इंडिया छत्तीसगढ़ इकाई ने पूर्व मंत्री एवं विधायक बृजमोहन अग्रवाल के नेतृत्व में सिंधु डॉक्टर फोरम के वरिष्ठ चिकित्सकों का सम्मान किया गया। इस दौरान कुल 60 वरिष्ठ डॉक्टरों का सम्मान किया (955, 1571, 1141, 1670)
kotak-logo-icon (965, 1764, 1017, 1817)
water-rule (308, 1904, 945, 1906)
kotak-ad (955, 1750, 1542, 2378)
ad-table-wrap (962, 1969, 1534, 2283)
theft-title: 11 माह में ही 200 से ज्यादा चोरियां, लूट भी बढ़े (955, 731, 1147, 812)
logo-text: पीपुल्स समाचार (23, 23, 230, 65)
